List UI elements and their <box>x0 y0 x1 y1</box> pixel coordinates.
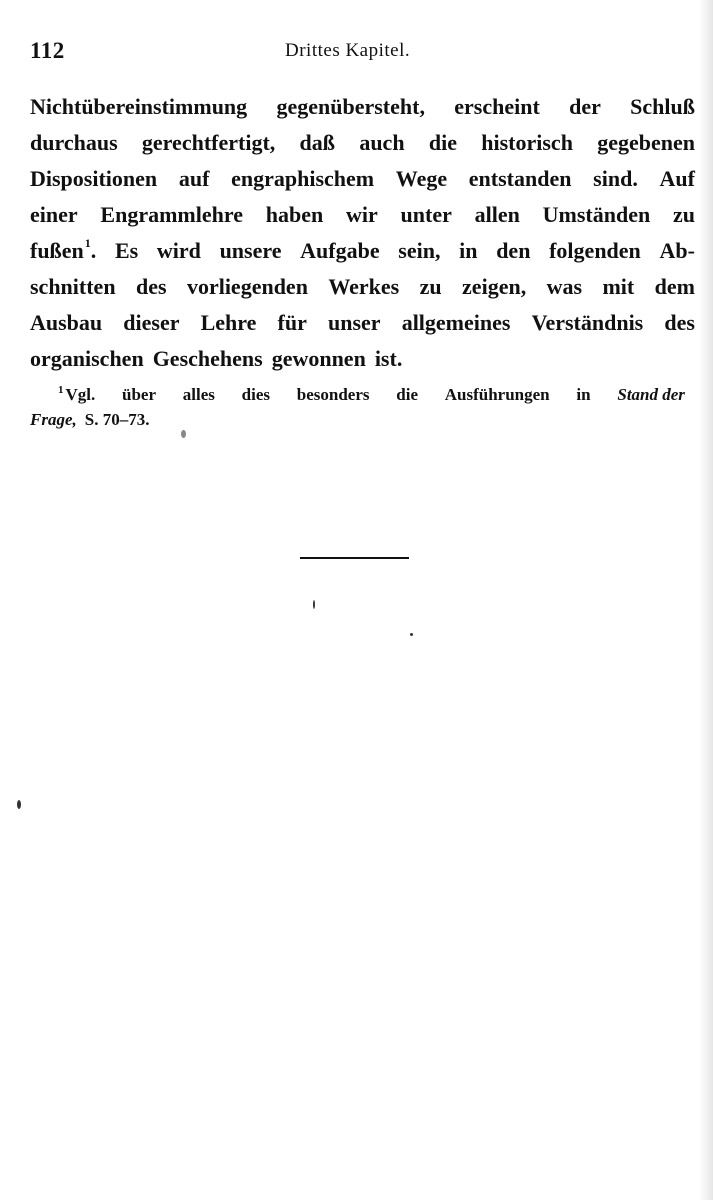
page-reference: S. 70–73. <box>84 410 150 429</box>
word: gegebenen <box>597 130 695 155</box>
word: daß <box>299 130 336 155</box>
scan-speck <box>181 430 186 438</box>
word: wir <box>346 202 378 227</box>
word: dem <box>654 274 695 299</box>
word: besonders <box>296 385 370 404</box>
word: unsere <box>219 238 282 263</box>
word: historisch <box>481 130 573 155</box>
word: allen <box>474 202 520 227</box>
text-line <box>30 269 695 305</box>
footnote <box>30 382 685 432</box>
word: sein, <box>398 238 441 263</box>
word: fußen <box>30 238 84 263</box>
word: alles <box>182 385 215 404</box>
text-line <box>30 233 695 269</box>
footnote-line <box>30 382 685 407</box>
cited-title: Stand der <box>617 385 685 404</box>
running-head: Drittes Kapitel. <box>285 40 411 61</box>
word: organischen <box>30 346 144 371</box>
footnote-reference[interactable]: 1 <box>84 236 91 250</box>
section-divider <box>300 557 409 559</box>
word: Verständnis <box>531 310 644 335</box>
word: Vgl. <box>65 385 96 404</box>
word: Geschehens <box>152 346 263 371</box>
word: die <box>428 130 457 155</box>
word: haben <box>265 202 324 227</box>
word: Aufgabe <box>300 238 380 263</box>
word: Lehre <box>200 310 257 335</box>
text-line <box>30 125 695 161</box>
word: der <box>569 94 601 119</box>
word: zu <box>419 274 442 299</box>
text-line <box>30 341 695 377</box>
word: zu <box>672 202 695 227</box>
word: erscheint <box>454 94 540 119</box>
word: einer <box>30 202 78 227</box>
page-number: 112 <box>30 38 65 63</box>
word: Auf <box>659 166 695 191</box>
word: sind. <box>593 166 638 191</box>
word: Engrammlehre <box>100 202 243 227</box>
word: ist. <box>374 346 403 371</box>
word: Schluß <box>630 94 695 119</box>
word: in <box>459 238 478 263</box>
word: gegenübersteht, <box>276 94 425 119</box>
word: Nichtübereinstimmung <box>30 94 248 119</box>
word: mit <box>602 274 635 299</box>
word: durchaus <box>30 130 118 155</box>
text-line <box>30 89 695 125</box>
text-line <box>30 305 695 341</box>
word: zeigen, <box>462 274 527 299</box>
word: auf <box>178 166 210 191</box>
word: wird <box>156 238 201 263</box>
word: die <box>396 385 418 404</box>
word: auch <box>359 130 405 155</box>
word: des <box>664 310 695 335</box>
word: was <box>546 274 583 299</box>
word: Es <box>114 238 139 263</box>
scan-speck <box>313 600 315 609</box>
footnote-word-with-marker <box>58 382 95 407</box>
word: gewonnen <box>271 346 366 371</box>
word: allgemeines <box>401 310 511 335</box>
scan-speck <box>410 633 413 636</box>
word: den <box>496 238 531 263</box>
word: gerechtfertigt, <box>141 130 276 155</box>
word: Dispositionen <box>30 166 158 191</box>
cited-title: Frage, <box>30 410 77 429</box>
word: in <box>576 385 591 404</box>
word: über <box>122 385 157 404</box>
word: vorliegenden <box>186 274 308 299</box>
text-line <box>30 161 695 197</box>
word: engraphischem <box>231 166 375 191</box>
word: Werkes <box>328 274 400 299</box>
word: schnitten <box>30 274 116 299</box>
body-paragraph <box>30 89 695 377</box>
word: Ab- <box>659 238 695 263</box>
word: Ausführungen <box>444 385 550 404</box>
footnote-line <box>30 407 685 432</box>
scan-speck <box>17 800 21 809</box>
word: Umständen <box>542 202 651 227</box>
word: entstanden <box>468 166 572 191</box>
text-line <box>30 197 695 233</box>
word: des <box>135 274 167 299</box>
word-with-footnote-ref: fußen$^1$. <box>30 236 97 263</box>
word: Wege <box>395 166 448 191</box>
footnote-marker: 1 <box>58 384 64 396</box>
word: für <box>277 310 307 335</box>
word: Ausbau <box>30 310 103 335</box>
word: folgenden <box>549 238 641 263</box>
word: unser <box>328 310 381 335</box>
word: dieser <box>123 310 180 335</box>
word: dies <box>241 385 270 404</box>
word: unter <box>400 202 452 227</box>
